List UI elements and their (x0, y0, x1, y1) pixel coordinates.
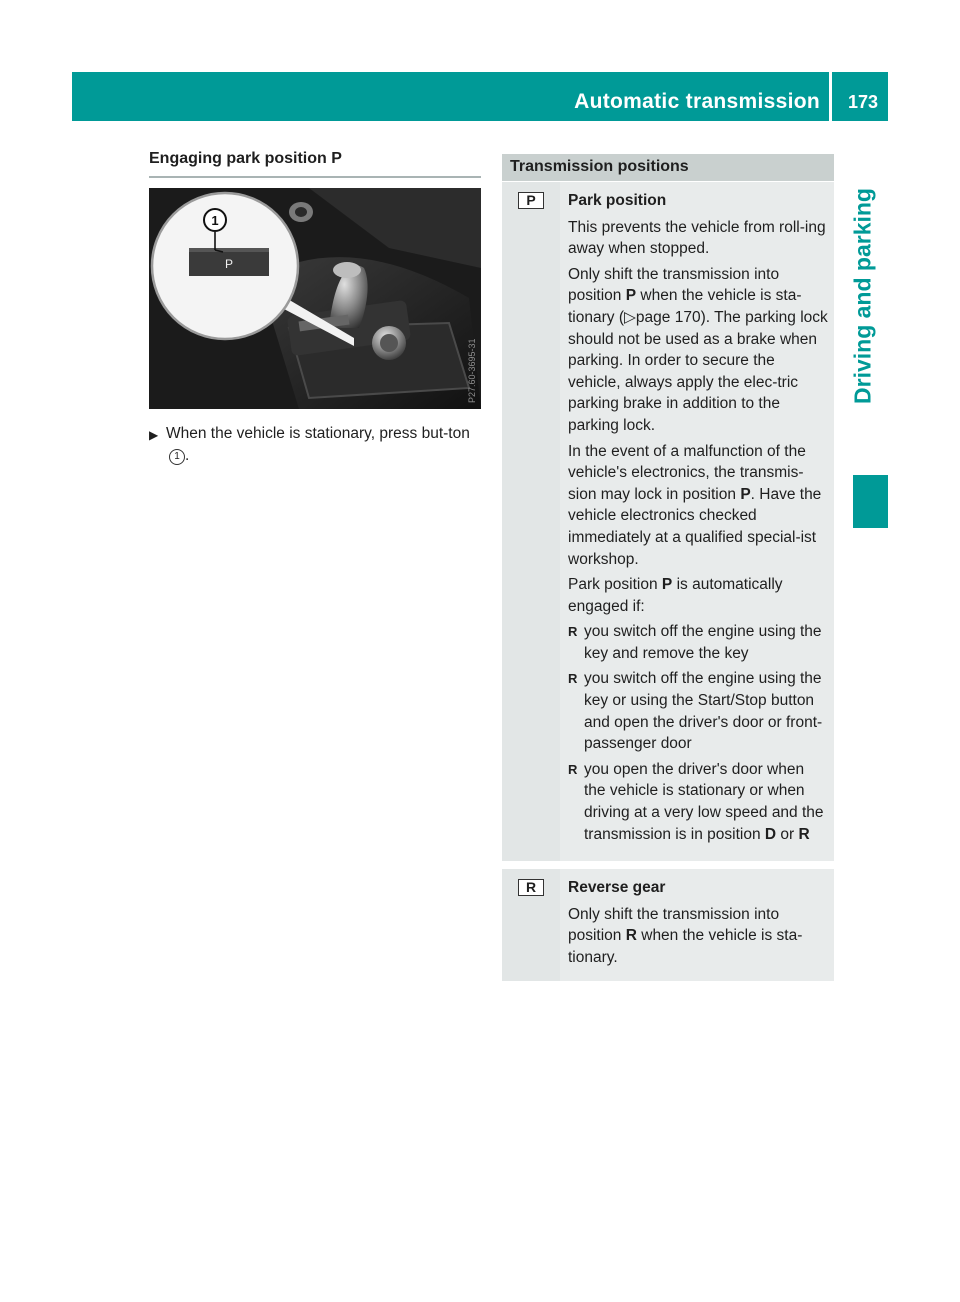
r-bullet-icon: R (568, 671, 578, 687)
reverse-p1-text-a: Only shift the transmission into position (568, 905, 780, 945)
figure-button-label: P (224, 257, 234, 271)
park-description (560, 182, 834, 861)
bullet-3-position-d: D (764, 825, 777, 843)
reverse-description (560, 869, 834, 980)
reverse-paragraph-1 (568, 904, 828, 969)
park-p3-text-a: In the event of a malfunction of the vehicle's electronics, the transmis-sion may lock in position (568, 442, 806, 503)
table-row-reverse (502, 861, 834, 980)
list-item (568, 759, 828, 845)
r-bullet-icon: R (568, 761, 578, 777)
chapter-marker (853, 475, 888, 528)
park-p4-text-a: Park position (568, 576, 662, 594)
page-number: 173 (847, 92, 878, 112)
play-arrow-icon: ▶ (149, 428, 159, 442)
instruction-text-main: When the vehicle is stationary, press but-ton (166, 425, 470, 442)
bullet-text-1: you switch off the engine using the key and remove the key (584, 623, 822, 662)
instruction-step (149, 423, 481, 467)
chapter-label: Driving and parking (849, 188, 876, 404)
figure-callout: 1 (211, 213, 219, 228)
bullet-3-text-c: or (776, 825, 799, 843)
park-paragraph-4 (568, 574, 828, 617)
instruction-text-end: . (185, 447, 190, 464)
list-item (568, 621, 828, 664)
header-divider (829, 72, 832, 121)
left-section (149, 150, 481, 467)
callout-1-icon: 1 (169, 449, 185, 465)
park-p4-position: P (661, 576, 673, 594)
r-bullet-icon: R (568, 624, 578, 640)
bullet-text-3 (584, 759, 828, 845)
table-header: Transmission positions (502, 154, 834, 181)
reverse-symbol-icon: R (518, 879, 544, 896)
park-p2-text-a: Only shift the transmission into position (568, 265, 780, 305)
chapter-tab (838, 121, 888, 526)
park-paragraph-3 (568, 441, 828, 571)
bullet-3-text-a: you open the driver's door when the vehicle is stationary or when driving at a very low speed and the transmission is in position (584, 760, 824, 843)
reverse-p1-text-c: when the vehicle is sta-tionary. (568, 927, 803, 966)
gear-selector-figure (149, 188, 481, 409)
transmission-positions-table (502, 154, 834, 981)
page-ref-arrow-icon: ▷ (624, 308, 636, 326)
figure-code: P27.60-3695-31 (467, 338, 477, 403)
park-paragraph-1: This prevents the vehicle from roll-ing away when stopped. (568, 218, 826, 258)
page-title: Automatic transmission (574, 90, 820, 113)
section-title: Engaging park position P (149, 150, 342, 167)
park-title: Park position (568, 192, 667, 209)
section-rule (149, 176, 481, 178)
reverse-symbol-cell (502, 869, 560, 980)
gear-selector-illustration (149, 188, 481, 409)
list-item (568, 668, 828, 754)
park-p4-text-c: is automatically engaged if: (568, 576, 783, 615)
instruction-text (166, 423, 481, 467)
bullet-3-position-r: R (798, 825, 810, 843)
park-p3-text-c: . Have the vehicle electronics checked immediately at a qualified special-ist workshop. (568, 485, 822, 568)
park-p2-text-d[interactable]: page 170). The parking lock should not be used as a brake when parking. In order to secure the vehicle, always apply the elec-tric parking brake in addition to the parking lock. (568, 308, 828, 434)
reverse-p1-position: R (625, 927, 637, 945)
park-symbol-icon: P (518, 192, 544, 209)
bullet-text-2: you switch off the engine using the key or using the Start/Stop button and open the driver's door or front-passenger door (584, 670, 823, 753)
park-p3-position: P (740, 485, 751, 503)
park-symbol-cell (502, 182, 560, 861)
table-row-park (502, 181, 834, 861)
park-paragraph-2 (568, 264, 828, 437)
park-p2-text-c: when the vehicle is sta-tionary ( (568, 287, 802, 326)
reverse-title: Reverse gear (568, 879, 666, 897)
header-bar (72, 72, 888, 121)
park-p2-position: P (625, 287, 637, 305)
